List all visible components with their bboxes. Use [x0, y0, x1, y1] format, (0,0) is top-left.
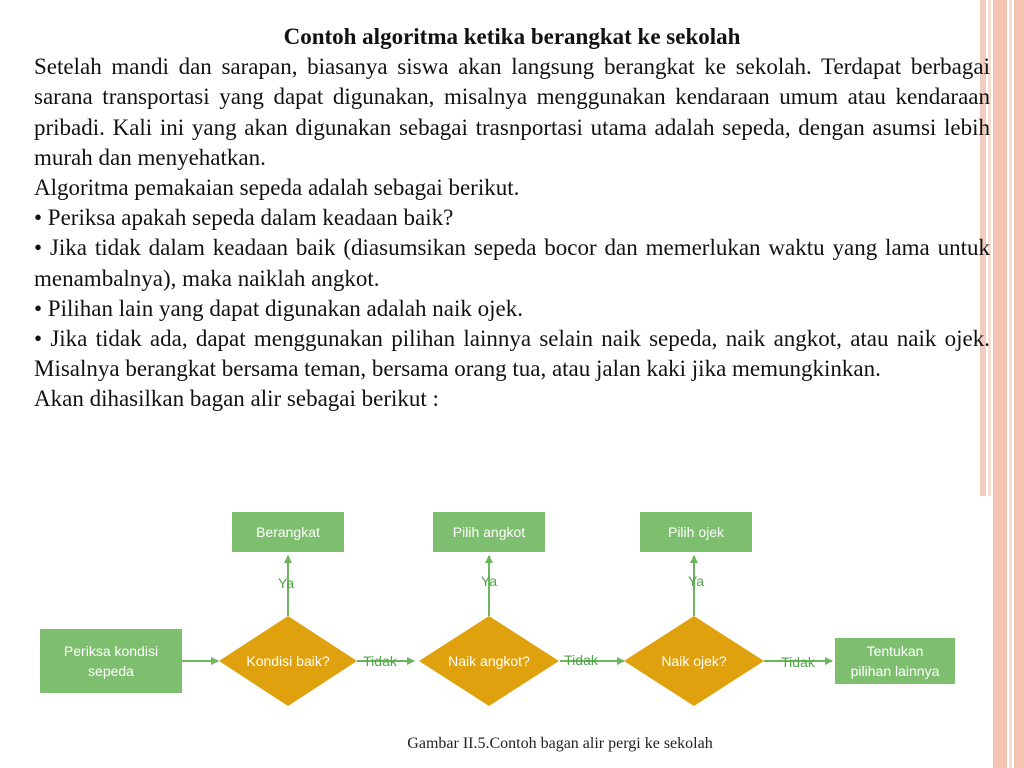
decision-2-label: Naik angkot? — [448, 653, 530, 669]
decision-1-label: Kondisi baik? — [246, 653, 330, 669]
bullet-item: • Pilihan lain yang dapat digunakan adalah naik ojek. — [34, 295, 523, 321]
paragraph-algorithm: Algoritma pemakaian sepeda adalah sebagai berikut. — [34, 175, 520, 201]
paragraph-closing: Akan dihasilkan bagan alir sebagai berikut : — [34, 386, 439, 412]
decision-3-label: Naik ojek? — [661, 653, 727, 669]
no-label: Tidak — [363, 653, 397, 669]
paragraph-intro: Setelah mandi dan sarapan, biasanya siswa akan langsung berangkat ke sekolah. Terdapat berbagai sarana transportasi yang dapat digunakan, misalnya menggunakan kendaraan umum atau kendaraan pribadi. Kali ini yang akan digunakan sebagai trasnportasi utama adalah sepeda, dengan asumsi lebih murah dan menyehatkan. — [34, 54, 990, 170]
process-end-label: pilihan lainnya — [850, 663, 940, 679]
process-end-label: Tentukan — [866, 643, 924, 659]
process-start-label: Periksa kondisi — [63, 643, 159, 659]
result-pilih-angkot-label: Pilih angkot — [452, 524, 526, 540]
yes-label: Ya — [277, 575, 295, 591]
process-start — [40, 629, 182, 693]
no-label: Tidak — [781, 654, 815, 670]
bullet-item: • Periksa apakah sepeda dalam keadaan baik? — [34, 205, 454, 231]
bullet-item: • Jika tidak dalam keadaan baik (diasumsikan sepeda bocor dan memerlukan waktu yang lama untuk menambalnya), maka naiklah angkot. — [34, 235, 990, 291]
page-title: Contoh algoritma ketika berangkat ke sekolah — [283, 24, 741, 49]
no-label: Tidak — [564, 652, 598, 668]
figure-caption: Gambar II.5.Contoh bagan alir pergi ke sekolah — [407, 735, 713, 752]
bullet-item: • Jika tidak ada, dapat menggunakan pilihan lainnya selain naik sepeda, naik angkot, atau naik ojek. Misalnya berangkat bersama teman, bersama orang tua, atau jalan kaki jika memungkinkan. — [34, 326, 990, 382]
process-start-label: sepeda — [88, 663, 134, 679]
yes-label: Ya — [687, 573, 705, 589]
yes-label: Ya — [480, 573, 498, 589]
result-berangkat-label: Berangkat — [256, 524, 320, 540]
result-pilih-ojek-label: Pilih ojek — [667, 524, 725, 540]
